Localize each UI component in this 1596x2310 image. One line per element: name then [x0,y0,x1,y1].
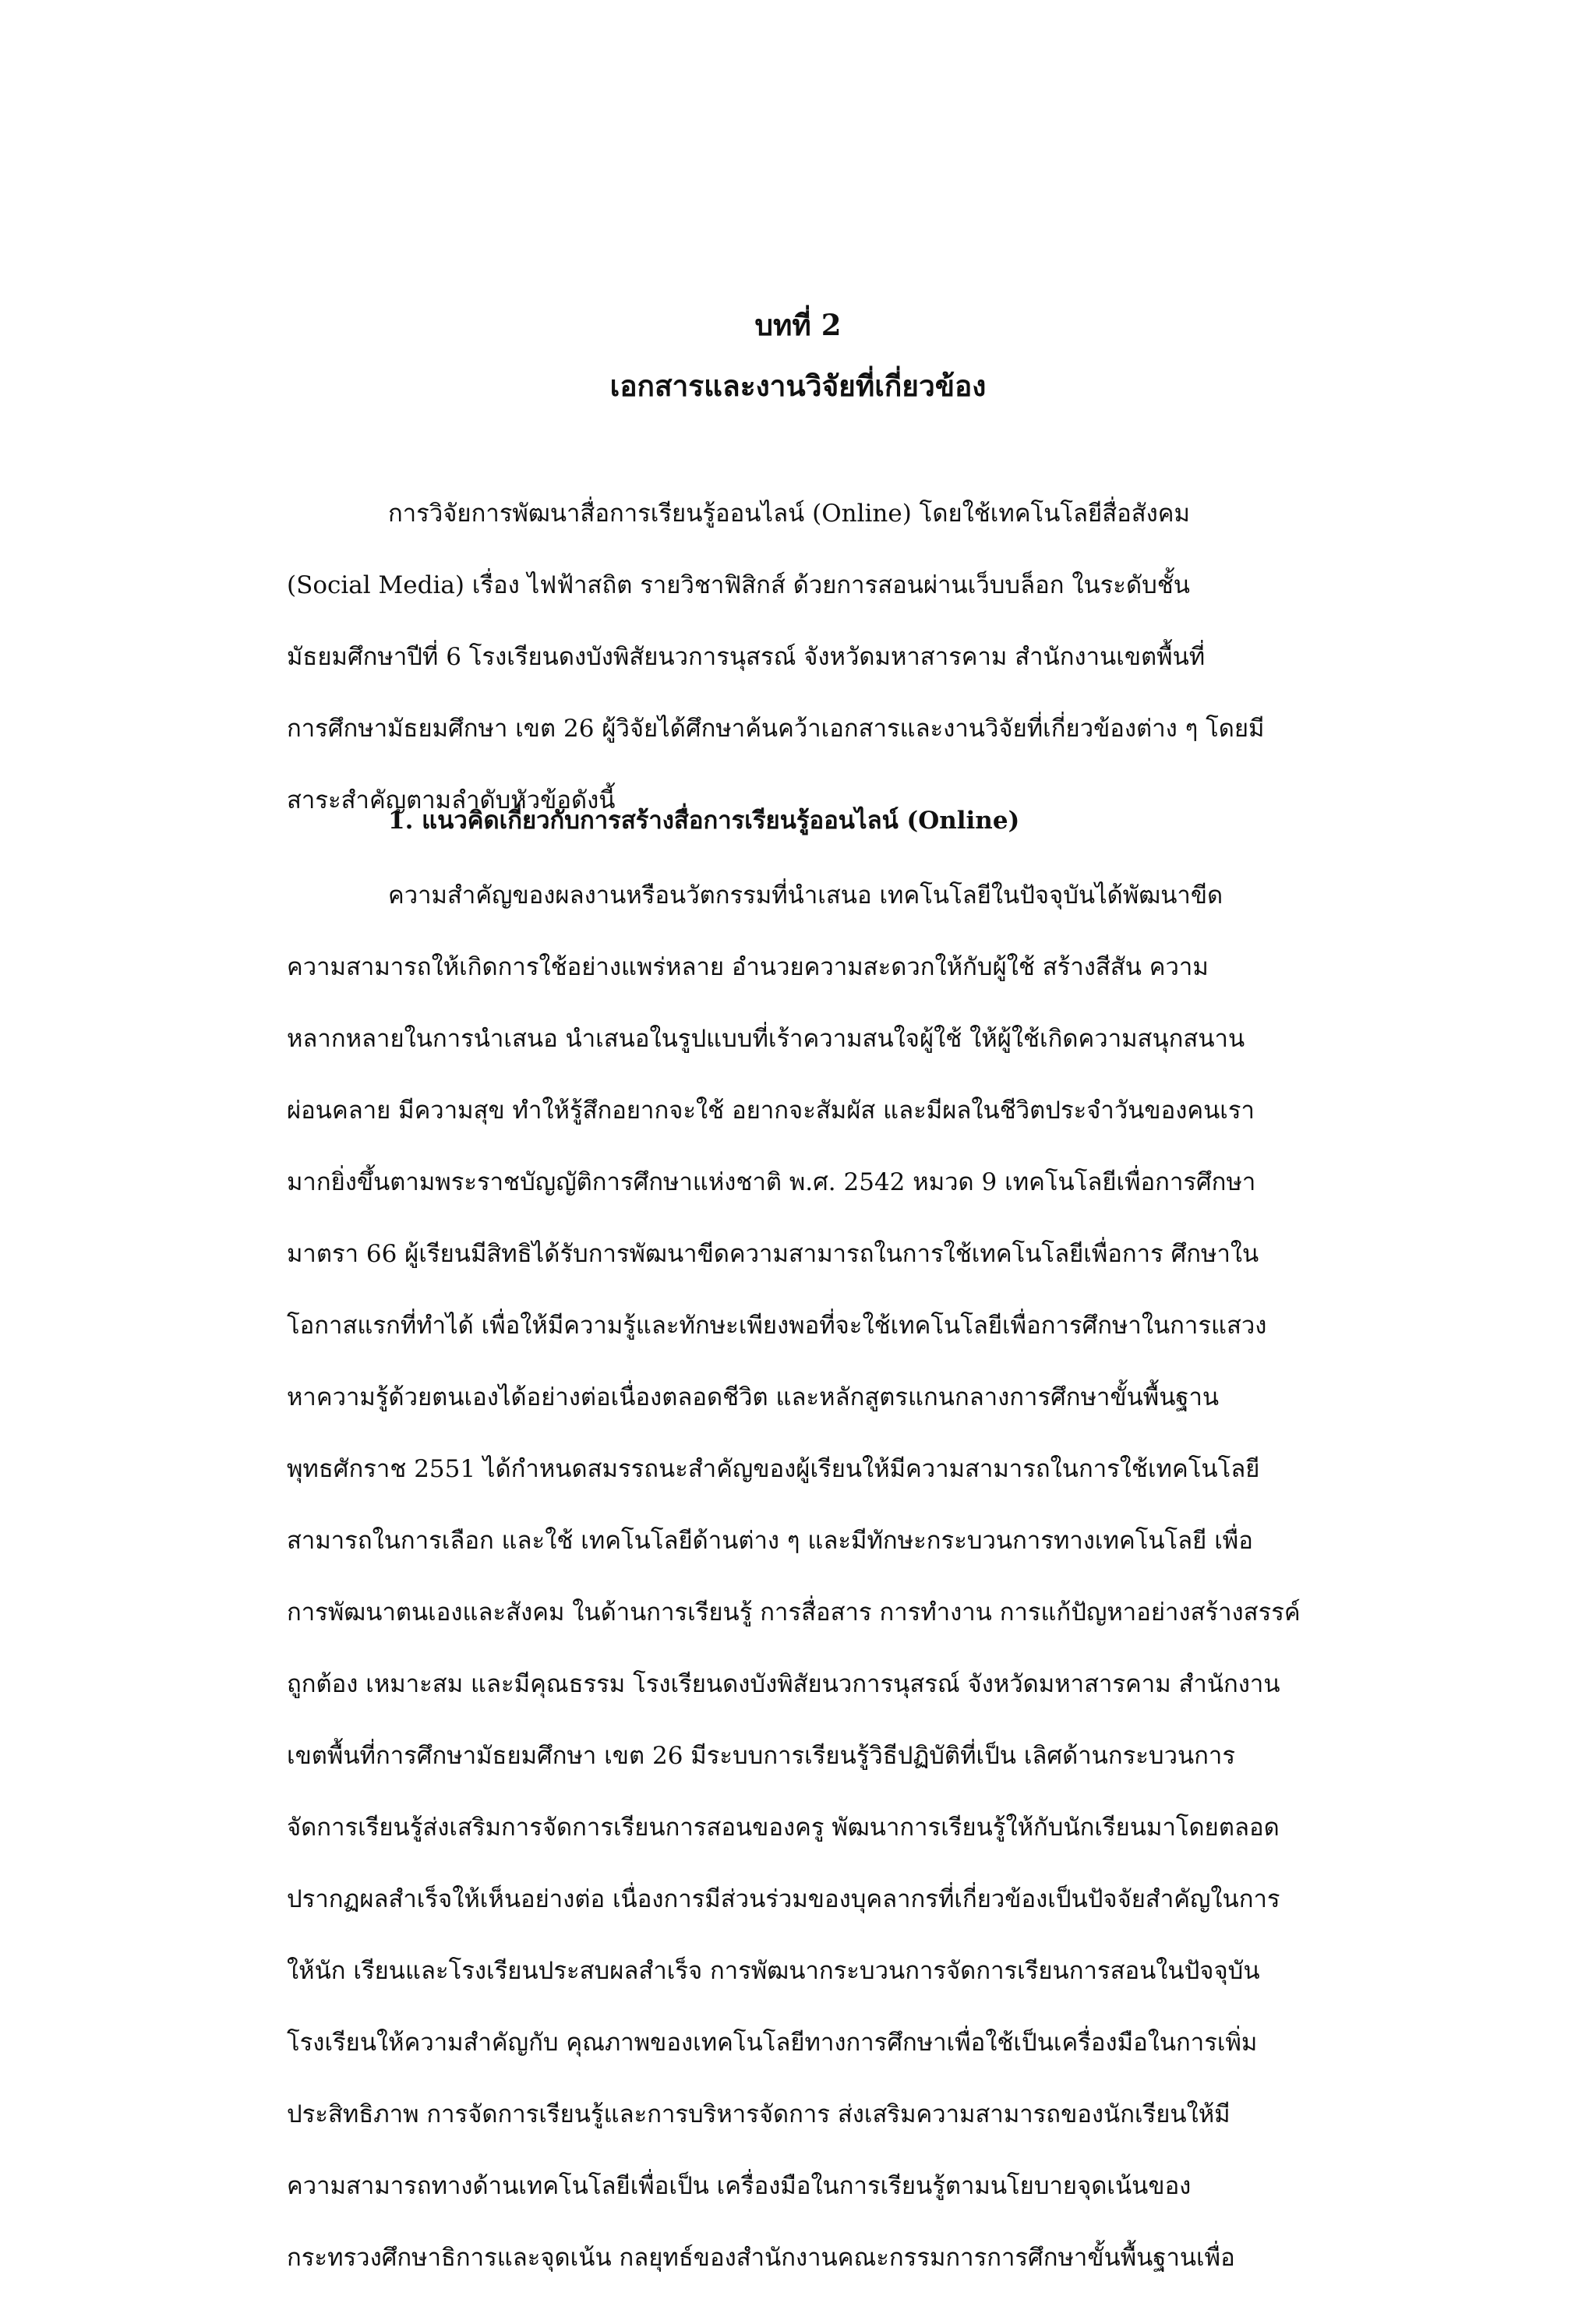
paragraph-line: พุทธศักราช 2551 ได้กำหนดสมรรถนะสำคัญของผู้เรียนให้มีความสามารถในการใช้เทคโนโลยี [287,1455,1260,1483]
paragraph-line: หลากหลายในการนำเสนอ นำเสนอในรูปแบบที่เร้าความสนใจผู้ใช้ ให้ผู้ใช้เกิดความสนุกสนาน [287,1025,1245,1053]
paragraph-line: ความสามารถให้เกิดการใช้อย่างแพร่หลาย อำนวยความสะดวกให้กับผู้ใช้ สร้างสีสัน ความ [287,953,1209,981]
paragraph-line: มาตรา 66 ผู้เรียนมีสิทธิได้รับการพัฒนาขีดความสามารถในการใช้เทคโนโลยีเพื่อการ ศึกษาใน [287,1240,1259,1268]
paragraph-line: การศึกษามัธยมศึกษา เขต 26 ผู้วิจัยได้ศึกษาค้นคว้าเอกสารและงานวิจัยที่เกี่ยวข้องต่าง ๆ โดยมี [287,715,1265,743]
paragraph-line: ถูกต้อง เหมาะสม และมีคุณธรรม โรงเรียนดงบังพิสัยนวการนุสรณ์ จังหวัดมหาสารคาม สำนักงาน [287,1670,1280,1698]
section-heading: 1. แนวคิดเกี่ยวกับการสร้างสื่อการเรียนรู้ออนไลน์ (Online) [388,807,1020,835]
paragraph-line: ปรากฏผลสำเร็จให้เห็นอย่างต่อ เนื่องการมีส่วนร่วมของบุคลากรที่เกี่ยวข้องเป็นปัจจัยสำคัญในการ [287,1885,1280,1913]
section-paragraph [287,876,1415,2310]
paragraph-line: กระทรวงศึกษาธิการและจุดเน้น กลยุทธ์ของสำนักงานคณะกรรมการการศึกษาขั้นพื้นฐานเพื่อ [287,2244,1235,2272]
paragraph-line: สามารถในการเลือก และใช้ เทคโนโลยีด้านต่าง ๆ และมีทักษะกระบวนการทางเทคโนโลยี เพื่อ [287,1527,1253,1555]
paragraph-line: ประสิทธิภาพ การจัดการเรียนรู้และการบริหารจัดการ ส่งเสริมความสามารถของนักเรียนให้มี [287,2100,1231,2128]
chapter-title: เอกสารและงานวิจัยที่เกี่ยวข้อง [609,369,987,403]
paragraph-line: มากยิ่งขึ้นตามพระราชบัญญัติการศึกษาแห่งชาติ พ.ศ. 2542 หมวด 9 เทคโนโลยีเพื่อการศึกษา [287,1168,1256,1196]
paragraph-line: การวิจัยการพัฒนาสื่อการเรียนรู้ออนไลน์ (Online) โดยใช้เทคโนโลยีสื่อสังคม [388,500,1190,528]
paragraph-line: โอกาสแรกที่ทำได้ เพื่อให้มีความรู้และทักษะเพียงพอที่จะใช้เทคโนโลยีเพื่อการศึกษาในการแสวง [287,1312,1267,1340]
paragraph-line: เขตพื้นที่การศึกษามัธยมศึกษา เขต 26 มีระบบการเรียนรู้วิธีปฏิบัติที่เป็น เลิศด้านกระบวนการ [287,1742,1235,1770]
paragraph-line: มัธยมศึกษาปีที่ 6 โรงเรียนดงบังพิสัยนวการนุสรณ์ จังหวัดมหาสารคาม สำนักงานเขตพื้นที่ [287,643,1206,671]
paragraph-line: จัดการเรียนรู้ส่งเสริมการจัดการเรียนการสอนของครู พัฒนาการเรียนรู้ให้กับนักเรียนมาโดยตลอด [287,1814,1280,1842]
chapter-number: บทที่ 2 [754,308,842,342]
intro-paragraph [287,494,1415,853]
paragraph-line: หาความรู้ด้วยตนเองได้อย่างต่อเนื่องตลอดชีวิต และหลักสูตรแกนกลางการศึกษาขั้นพื้นฐาน [287,1383,1220,1411]
paragraph-line: ให้นัก เรียนและโรงเรียนประสบผลสำเร็จ การพัฒนากระบวนการจัดการเรียนการสอนในปัจจุบัน [287,1957,1260,1985]
paragraph-line: การพัฒนาตนเองและสังคม ในด้านการเรียนรู้ การสื่อสาร การทำงาน การแก้ปัญหาอย่างสร้างสรรค์ [287,1598,1301,1627]
paragraph-line: ความสามารถทางด้านเทคโนโลยีเพื่อเป็น เครื่องมือในการเรียนรู้ตามนโยบายจุดเน้นของ [287,2172,1192,2200]
paragraph-line: สาระสำคัญตามลำดับหัวข้อดังนี้ [287,786,616,814]
paragraph-line: ผ่อนคลาย มีความสุข ทำให้รู้สึกอยากจะใช้ อยากจะสัมผัส และมีผลในชีวิตประจำวันของคนเรา [287,1097,1255,1125]
paragraph-line: โรงเรียนให้ความสำคัญกับ คุณภาพของเทคโนโลยีทางการศึกษาเพื่อใช้เป็นเครื่องมือในการเพิ่ม [287,2029,1258,2057]
paragraph-line: (Social Media) เรื่อง ไฟฟ้าสถิต รายวิชาฟิสิกส์ ด้วยการสอนผ่านเว็บบล็อก ในระดับชั้น [287,571,1191,599]
paragraph-line: ความสำคัญของผลงานหรือนวัตกรรมที่นำเสนอ เทคโนโลยีในปัจจุบันได้พัฒนาขีด [388,881,1223,910]
